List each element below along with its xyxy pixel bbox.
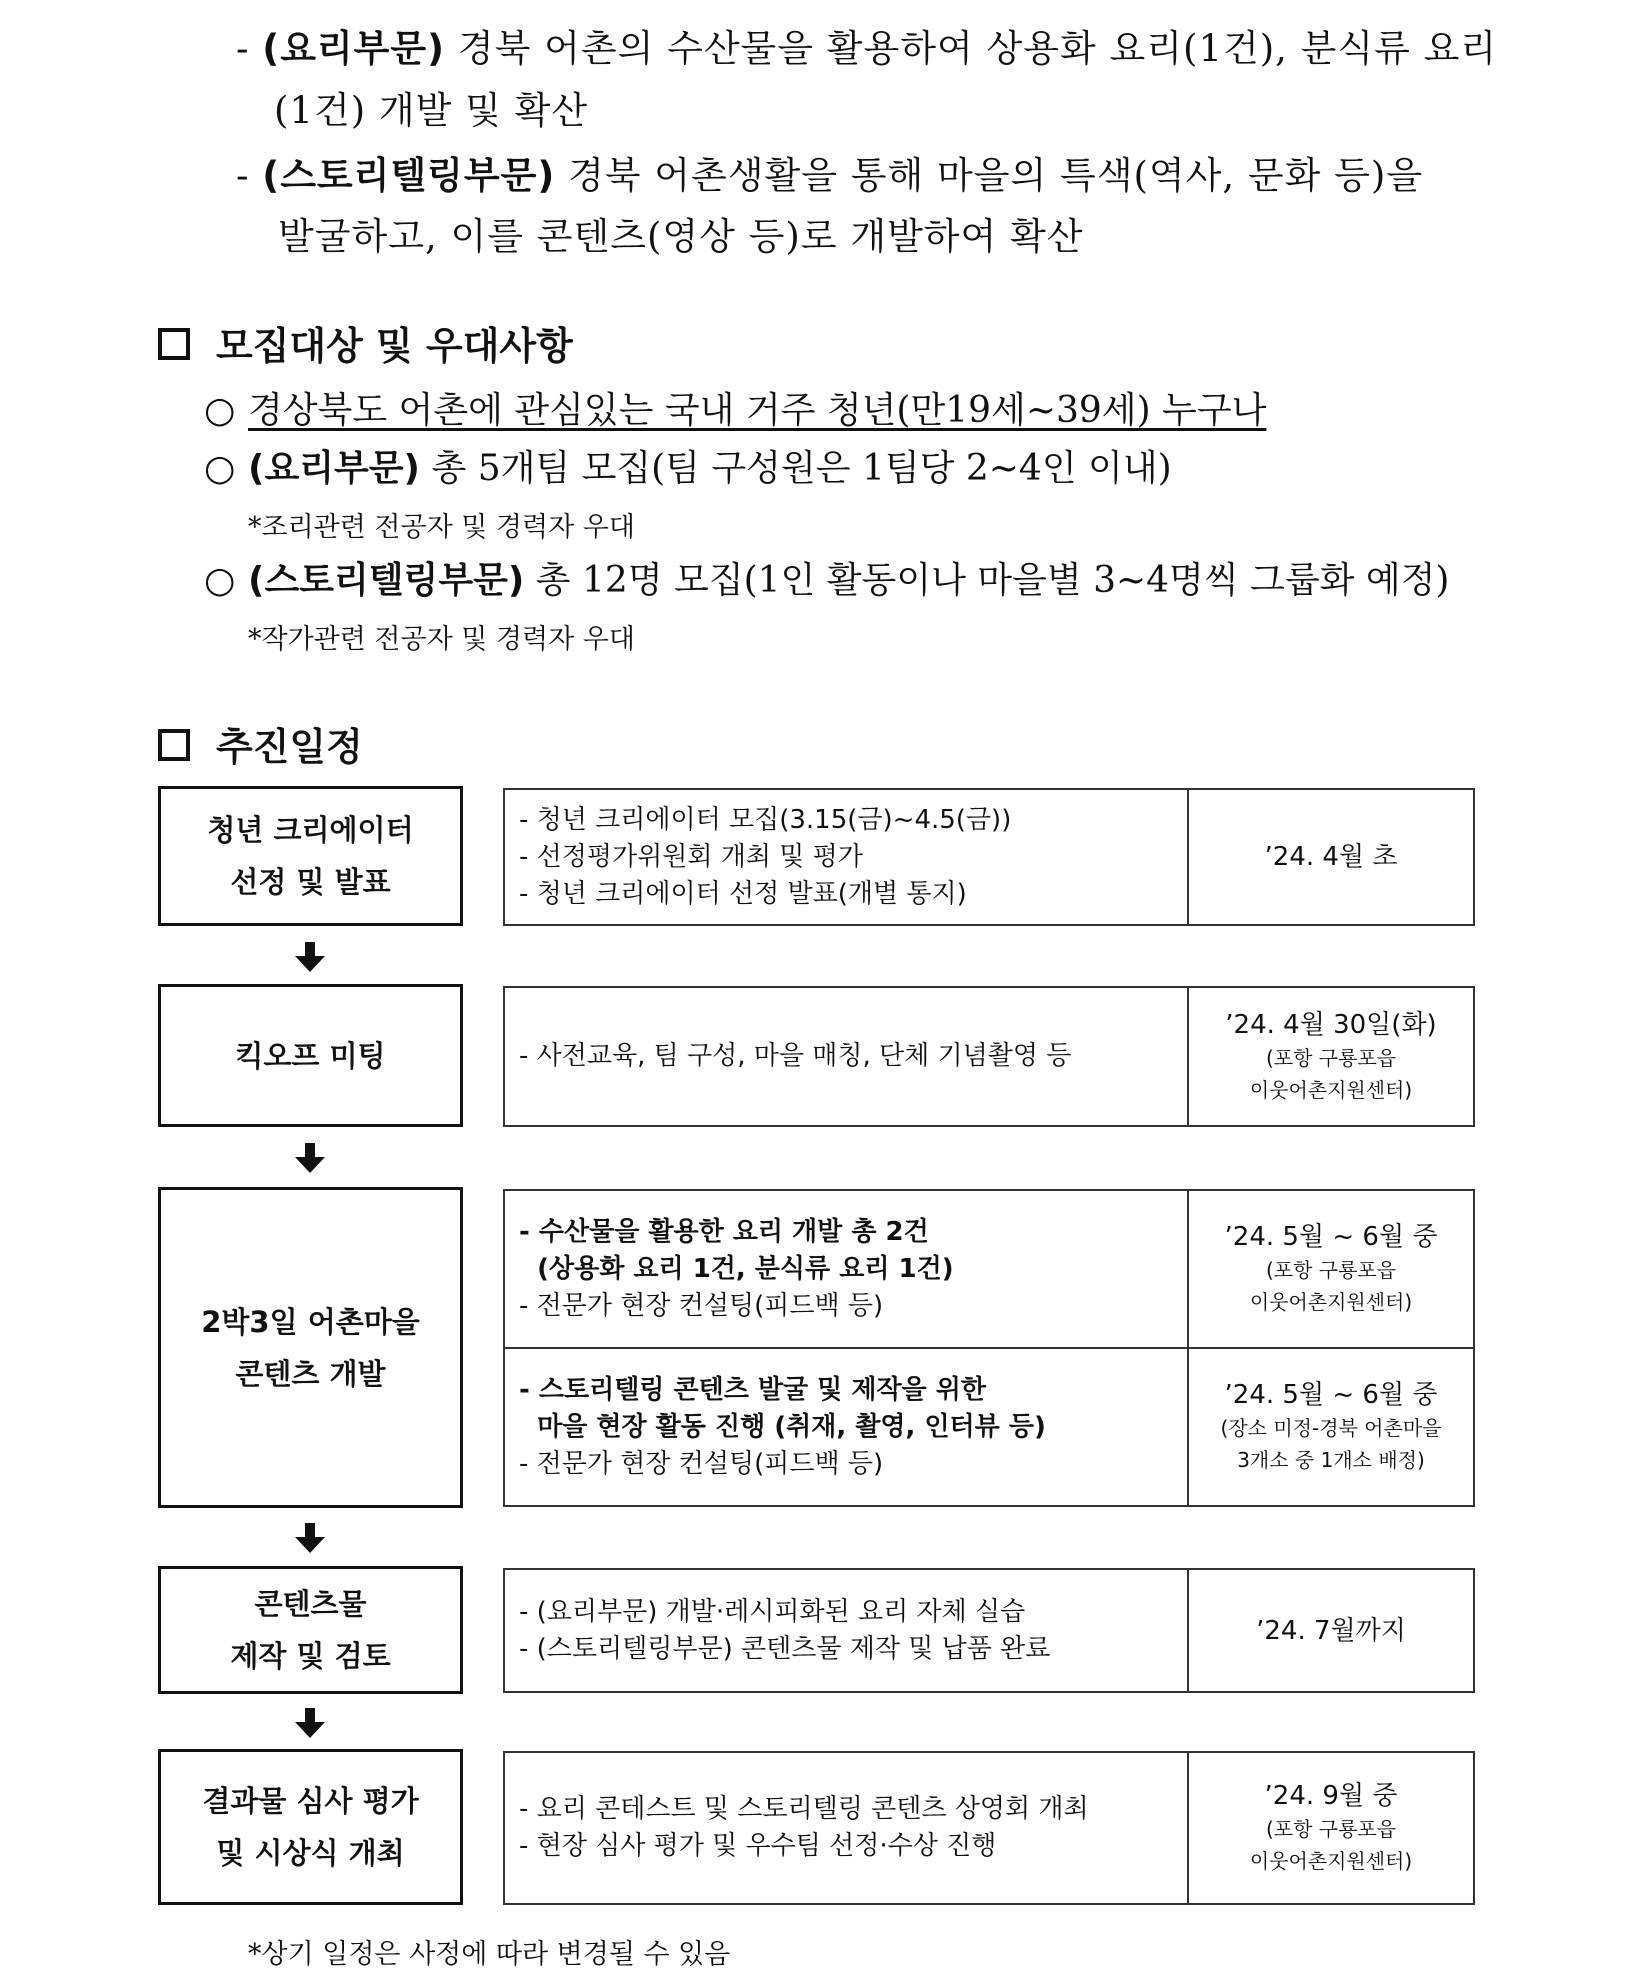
- dash: -: [236, 27, 250, 70]
- desc-line-bold: 마을 현장 활동 진행 (취재, 촬영, 인터뷰 등): [519, 1411, 1046, 1442]
- date-location: (포항 구룡포읍: [1265, 1817, 1397, 1841]
- step-1-desc: [505, 790, 1187, 924]
- desc-line: - (요리부문) 개발·레시피화된 요리 자체 실습: [519, 1596, 1026, 1627]
- section-title-text: 모집대상 및 우대사항: [216, 324, 573, 368]
- dash: -: [236, 154, 250, 197]
- date-location: 이웃어촌지원센터): [1249, 1290, 1413, 1314]
- desc-line: - 요리 콘테스트 및 스토리텔링 콘텐츠 상영회 개최: [519, 1794, 1089, 1824]
- step-2-desc: [505, 988, 1187, 1125]
- step-3-detail-table: [503, 1189, 1475, 1507]
- desc-line: - 청년 크리에이터 모집(3.15(금)~4.5(금)): [519, 804, 1012, 835]
- step-5-desc: [505, 1753, 1187, 1903]
- desc-line: - 선정평가위원회 개최 및 평가: [519, 841, 863, 872]
- step-3-row-2-date: [1189, 1349, 1473, 1505]
- section-title-schedule: [158, 716, 363, 771]
- story-preference-note: *작가관련 전공자 및 경력자 우대: [248, 624, 635, 655]
- step-title-line: 선정 및 발표: [230, 865, 391, 899]
- step-4-detail-table: [503, 1568, 1475, 1693]
- date-location: (장소 미정-경북 어촌마을: [1220, 1416, 1442, 1440]
- date-text: ’24. 4월 초: [1264, 842, 1398, 872]
- story-label: (스토리텔링부문): [248, 560, 525, 601]
- step-title-line: 청년 크리에이터: [207, 813, 414, 847]
- schedule-footnote: *상기 일정은 사정에 따라 변경될 수 있음: [248, 1939, 731, 1970]
- step-5-detail-table: [503, 1751, 1475, 1905]
- step-title-line: 킥오프 미팅: [235, 1038, 386, 1073]
- step-3-row-1-desc: [505, 1191, 1187, 1347]
- step-3-row-1-date: [1189, 1191, 1473, 1347]
- cooking-section-label: (요리부문): [262, 27, 446, 70]
- desc-line-bold: - 수산물을 활용한 요리 개발 총 2건: [519, 1216, 929, 1247]
- date-location: 이웃어촌지원센터): [1249, 1849, 1413, 1873]
- step-title-line: 제작 및 검토: [230, 1639, 391, 1673]
- step-3-row-2-desc: [505, 1349, 1187, 1505]
- desc-line: - 현장 심사 평가 및 우수팀 선정·수상 진행: [519, 1831, 997, 1861]
- intro-item-story: [236, 145, 1423, 199]
- recruit-bullet-cooking: [204, 440, 1172, 491]
- date-text: ’24. 4월 30일(화): [1225, 1009, 1437, 1040]
- step-5-title-box: [158, 1749, 463, 1905]
- step-title-line: 콘텐츠물: [254, 1587, 367, 1621]
- table-divider: [1187, 1191, 1189, 1505]
- section-title-text: 추진일정: [216, 725, 363, 769]
- step-title-line: 2박3일 어촌마을: [201, 1304, 420, 1339]
- intro-item-cooking-cont: (1건) 개발 및 확산: [274, 89, 589, 132]
- date-location: (포항 구룡포읍: [1265, 1258, 1397, 1282]
- date-text: ’24. 5월 ~ 6월 중: [1224, 1222, 1438, 1252]
- cooking-preference-note: *조리관련 전공자 및 경력자 우대: [248, 512, 635, 543]
- desc-line: - 전문가 현장 컨설팅(피드백 등): [519, 1448, 884, 1479]
- recruit-bullet-story: [204, 552, 1449, 603]
- step-1-detail-table: [503, 788, 1475, 926]
- date-location: 3개소 중 1개소 배정): [1237, 1448, 1425, 1472]
- date-text: ’24. 7월까지: [1256, 1615, 1406, 1646]
- step-4-desc: [505, 1570, 1187, 1691]
- desc-line: - (스토리텔링부문) 콘텐츠물 제작 및 납품 완료: [519, 1633, 1051, 1664]
- cooking-recruit-text: 총 5개팀 모집(팀 구성원은 1팀당 2~4인 이내): [431, 448, 1172, 489]
- step-5-date: [1189, 1753, 1473, 1903]
- date-location: 이웃어촌지원센터): [1249, 1077, 1413, 1102]
- step-3-title-box: [158, 1187, 463, 1508]
- circle-bullet-icon: ○: [204, 448, 236, 489]
- step-title-line: 결과물 심사 평가: [202, 1784, 419, 1818]
- date-location: (포항 구룡포읍: [1265, 1045, 1397, 1070]
- story-section-label: (스토리텔링부문): [262, 154, 556, 197]
- desc-line-bold: - 스토리텔링 콘텐츠 발굴 및 제작을 위한: [519, 1374, 986, 1405]
- step-1-title-box: [158, 786, 463, 926]
- date-text: ’24. 5월 ~ 6월 중: [1224, 1380, 1438, 1410]
- cooking-label: (요리부문): [248, 448, 421, 489]
- date-text: ’24. 9월 중: [1264, 1781, 1398, 1811]
- desc-line: - 사전교육, 팀 구성, 마을 매칭, 단체 기념촬영 등: [519, 1041, 1072, 1071]
- step-title-line: 콘텐츠 개발: [235, 1356, 386, 1391]
- desc-line: - 전문가 현장 컨설팅(피드백 등): [519, 1290, 884, 1321]
- intro-item-text: 경북 어촌의 수산물을 활용하여 상용화 요리(1건), 분식류 요리: [457, 27, 1498, 70]
- checkbox-square-icon: [158, 328, 190, 360]
- intro-item-story-cont: 발굴하고, 이를 콘텐츠(영상 등)로 개발하여 확산: [278, 215, 1084, 258]
- step-4-title-box: [158, 1566, 463, 1694]
- recruit-bullet-target: [204, 382, 1266, 433]
- checkbox-square-icon: [158, 729, 190, 761]
- step-title-line: 및 시상식 개최: [216, 1836, 405, 1870]
- step-2-detail-table: [503, 986, 1475, 1127]
- intro-item-text: 경북 어촌생활을 통해 마을의 특색(역사, 문화 등)을: [568, 154, 1424, 197]
- intro-item-cooking: [236, 18, 1497, 72]
- desc-line: - 청년 크리에이터 선정 발표(개별 통지): [519, 878, 967, 909]
- circle-bullet-icon: ○: [204, 390, 236, 431]
- story-recruit-text: 총 12명 모집(1인 활동이나 마을별 3~4명씩 그룹화 예정): [535, 560, 1450, 601]
- circle-bullet-icon: ○: [204, 560, 236, 601]
- step-2-title-box: [158, 984, 463, 1127]
- step-2-date: [1189, 988, 1473, 1125]
- section-title-recruit: [158, 315, 573, 370]
- step-4-date: [1189, 1570, 1473, 1691]
- desc-line-bold: (상용화 요리 1건, 분식류 요리 1건): [519, 1253, 954, 1284]
- step-1-date: [1189, 790, 1473, 924]
- target-text: 경상북도 어촌에 관심있는 국내 거주 청년(만19세~39세) 누구나: [248, 390, 1267, 431]
